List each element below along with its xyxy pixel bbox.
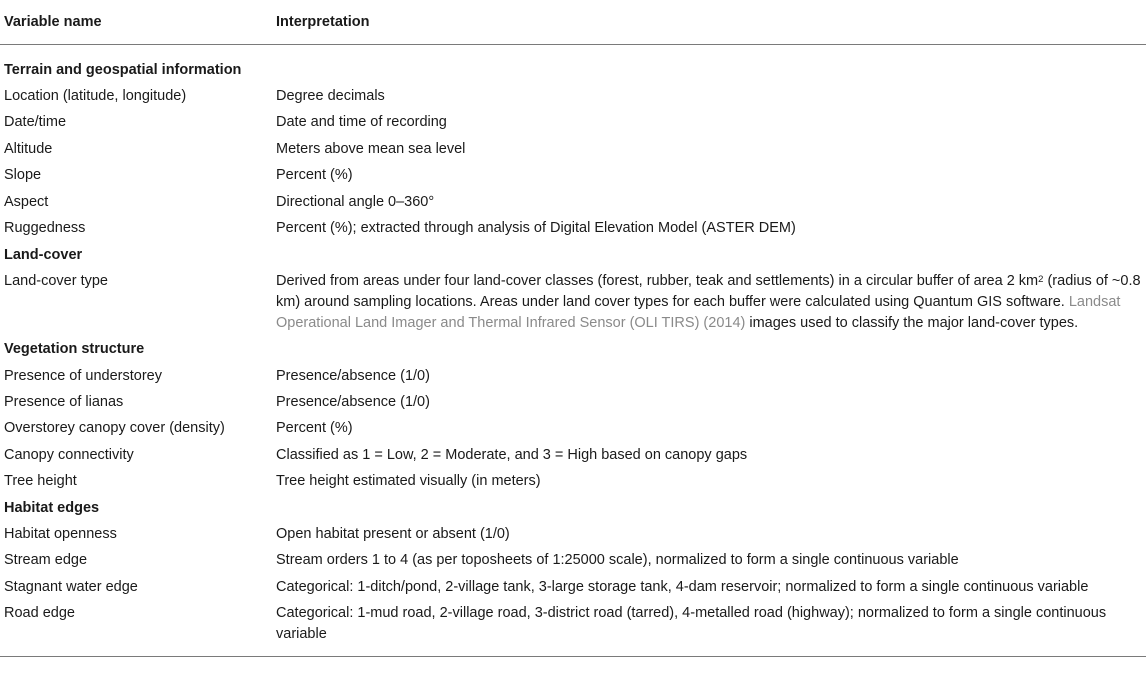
row-name: Ruggedness [4,219,86,236]
footer-rule [0,656,1146,657]
table-row [0,136,1146,162]
table-row [0,110,1146,136]
section-land-cover: Land-cover [4,246,83,263]
row-value: Derived from areas under four land-cover classes (forest, rubber, teak and settlements) in a circular buffer of area 2 $km^2$ (radius of ~0.8 km) around sampling locations. Areas under land cover types for each buffer were calculated using Quantum GIS software. Landsat Operational Land Imager and Thermal Infrared Sensor (OLI TIRS) (2014) images used to classify the major land-cover types. [276,272,1141,331]
row-value: Stream orders 1 to 4 (as per toposheets of 1:25000 scale), normalized to form a single continuous variable [276,552,959,569]
table-row [0,574,1146,600]
row-name: Land-cover type [4,272,108,289]
header-variable-name: Variable name [4,14,102,30]
section-terrain: Terrain and geospatial information [4,62,242,78]
row-name: Aspect [4,193,49,210]
row-name: Stream edge [4,552,88,569]
header-interpretation: Interpretation [276,14,370,30]
table-row [0,416,1146,442]
table-header [0,0,1146,44]
row-value: Meters above mean sea level [276,140,466,157]
row-value: Percent (%) [276,420,353,437]
row-name: Tree height [4,473,77,490]
row-value: Classified as 1 = Low, 2 = Moderate, and 3 = High based on canopy gaps [276,446,748,463]
row-name: Road edge [4,604,75,621]
section-habitat-edges: Habitat edges [4,499,100,516]
table-row [0,215,1146,241]
row-value: Categorical: 1-mud road, 2-village road, 3-district road (tarred), 4-metalled road (highway); normalized to form a single continuous variable [276,604,1107,642]
row-value: Categorical: 1-ditch/pond, 2-village tank, 3-large storage tank, 4-dam reservoir; normalized to form a single continuous variable [276,578,1089,595]
table-row [0,83,1146,109]
table-row [0,442,1146,468]
table-row [0,600,1146,647]
row-value: Open habitat present or absent (1/0) [276,525,510,542]
table-row [0,521,1146,547]
row-name: Stagnant water edge [4,578,138,595]
table-row [0,548,1146,574]
row-value: Date and time of recording [276,114,447,131]
row-value: Directional angle 0–360° [276,193,435,210]
row-name: Date/time [4,114,67,131]
table-body [0,45,1146,648]
row-name: Altitude [4,140,53,157]
table-row [0,363,1146,389]
table-row [0,189,1146,215]
row-value: Presence/absence (1/0) [276,393,430,410]
row-name: Canopy connectivity [4,446,134,463]
table-row [0,163,1146,189]
row-value: Degree decimals [276,88,385,105]
table-row [0,468,1146,494]
row-name: Presence of lianas [4,393,124,410]
row-value: Tree height estimated visually (in meters) [276,473,541,490]
row-name: Presence of understorey [4,367,162,384]
row-name: Overstorey canopy cover (density) [4,420,225,437]
row-value: Percent (%) [276,167,353,184]
row-value: Presence/absence (1/0) [276,367,430,384]
citation-link[interactable]: Landsat Operational Land Imager and Thermal Infrared Sensor (OLI TIRS) (2014) [276,293,1121,331]
row-name: Habitat openness [4,525,117,542]
table-row [0,268,1146,336]
row-name: Slope [4,167,42,184]
row-value: Percent (%); extracted through analysis of Digital Elevation Model (ASTER DEM) [276,219,796,236]
superscript: 2 [1038,273,1044,285]
row-name: Location (latitude, longitude) [4,88,187,105]
table-row [0,389,1146,415]
section-vegetation: Vegetation structure [4,341,145,358]
